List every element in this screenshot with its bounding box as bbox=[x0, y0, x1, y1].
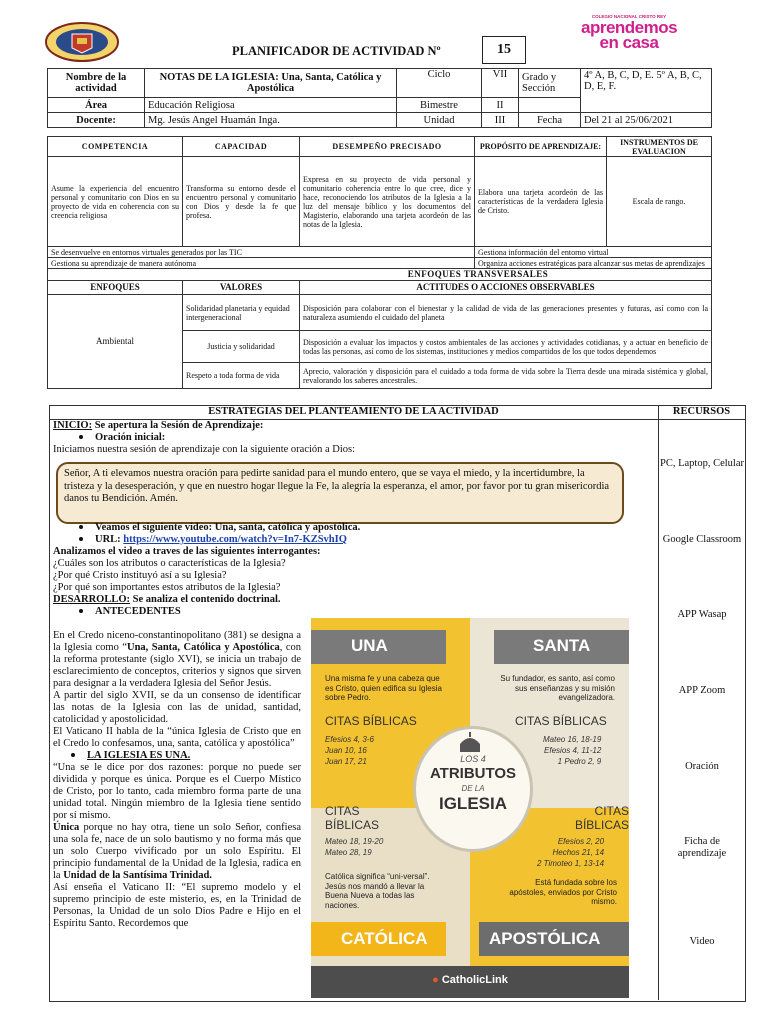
resource-pc: PC, Laptop, Celular bbox=[660, 458, 744, 469]
inicio-text: Se apertura la Sesión de Aprendizaje: bbox=[92, 420, 264, 431]
apostolica-refs: Efesios 2, 20 Hechos 21, 14 2 Timoteo 1, 13-14 bbox=[537, 837, 605, 868]
actitud-3: Aprecio, valoración y disposición para el cuidado a toda forma de vida sobre la Tierra desde una mirada sistémica y global, revalorando los saberes ancestrales. bbox=[300, 363, 712, 389]
una-refs: Efesios 4, 3-6 Juan 10, 16 Juan 17, 21 bbox=[325, 735, 374, 766]
paragraph-5: Única porque no hay otra, tiene un solo Señor, confiesa una sola fe, nace de un solo bautismo y no forma más que un solo Cuerpo vivificado por un solo Espíritu. El principio fundamental de la Unidad de la Iglesia, radica en la Unidad de la Santísima Trinidad. bbox=[53, 822, 301, 881]
paragraph-6: Así enseña el Vaticano II: “El supremo modelo y el supremo principio de este misterio, es, en la Trinidad de Personas, la Unidad de un solo Dios Padre e Hijo en el Espíritu Santo. Recordemos que bbox=[53, 882, 301, 929]
desarrollo-line: DESARROLLO: Se analiza el contenido doctrinal. bbox=[53, 594, 281, 605]
proposito-text: Elabora una tarjeta acordeón de las características de la verdadera Iglesia de Cristo. bbox=[475, 157, 607, 247]
inicio-line bbox=[53, 420, 658, 432]
aprendemos-en-casa-logo: COLEGIO NACIONAL CRISTO REY aprendemos en casa bbox=[581, 14, 678, 52]
una-label: UNA bbox=[351, 636, 388, 655]
prayer-text: Señor, A ti elevamos nuestra oración para pedirte sanidad para el mundo entero, que se vaya el miedo, y la incertidumbre, la tristeza y la desesperación, y que en nuestro hogar llegue la Fe, la alegría la esperanza, el amor, por favor por tu gran misericordia danos tu Bendición. Amén. bbox=[64, 468, 610, 504]
nombre-label: Nombre de la actividad bbox=[65, 72, 127, 94]
resource-zoom: APP Zoom bbox=[678, 685, 726, 696]
atributos-text: ATRIBUTOS bbox=[429, 765, 517, 782]
col-capacidad: CAPACIDAD bbox=[183, 137, 300, 157]
dome-icon bbox=[457, 732, 483, 754]
page-title: PLANIFICADOR DE ACTIVIDAD Nº bbox=[232, 44, 441, 58]
santa-citas: CITAS BÍBLICAS bbox=[515, 714, 607, 728]
resources-title: RECURSOS bbox=[672, 406, 731, 417]
apostolica-label: APOSTÓLICA bbox=[489, 929, 601, 948]
instrumento-text: Escala de rango. bbox=[607, 157, 712, 247]
competence-table bbox=[47, 136, 712, 389]
oracion-intro: Iniciamos nuestra sesión de aprendizaje con la siguiente oración a Dios: bbox=[53, 444, 356, 455]
apostolica-desc: Está fundada sobre los apóstoles, enviados por Cristo mismo. bbox=[509, 878, 617, 906]
los4-text: LOS 4 bbox=[460, 754, 486, 764]
col-enfoques: ENFOQUES bbox=[48, 281, 183, 295]
oracion-heading: Oración inicial: bbox=[53, 432, 658, 444]
actitud-1: Disposición para colaborar con el bienestar y la calidad de vida de las generaciones presentes y futuras, así como con la naturaleza asumiendo el cuidado del planeta bbox=[300, 295, 712, 331]
antecedentes-body bbox=[53, 630, 301, 930]
col-valores: VALORES bbox=[183, 281, 300, 295]
desempeno-text: Expresa en su proyecto de vida personal y comunitario coherencia entre lo que cree, dice y hace, reconociendo los atributos de la Iglesia a la luz del mensaje bíblico y los documentos del Magisterio, elaborando una tarjeta acordeón de las notas de la Iglesia. bbox=[300, 157, 475, 247]
school-crest-logo bbox=[44, 22, 120, 62]
resource-oracion: Oración bbox=[685, 761, 719, 772]
nombre-value: NOTAS DE LA IGLESIA: Una, Santa, Católica y Apostólica bbox=[159, 72, 382, 94]
catolica-citas: CITAS BÍBLICAS bbox=[325, 804, 380, 832]
col-competencia: COMPETENCIA bbox=[48, 137, 183, 157]
enfoque-ambiental: Ambiental bbox=[48, 295, 183, 389]
tic-capacity: Gestiona información del entorno virtual bbox=[475, 247, 712, 258]
fecha-value: Del 21 al 25/06/2021 bbox=[584, 114, 673, 126]
docente-value: Mg. Jesús Angel Huamán Inga. bbox=[148, 114, 280, 126]
grado-label: Grado y Sección bbox=[522, 72, 557, 94]
catolica-label: CATÓLICA bbox=[341, 929, 428, 948]
resources-divider bbox=[658, 405, 659, 1000]
bimestre-label: Bimestre bbox=[420, 99, 458, 111]
resource-ficha: Ficha de aprendizaje bbox=[677, 836, 727, 859]
resource-video: Video bbox=[689, 936, 715, 947]
valor-2: Justicia y solidaridad bbox=[183, 331, 300, 363]
col-proposito: PROPÓSITO DE APRENDIZAJE: bbox=[475, 137, 607, 157]
prayer-box bbox=[56, 462, 624, 524]
paragraph-3: El Vaticano II habla de la “única Iglesia de Cristo que en el Credo lo confesamos, una, santa, católica y apostólica” bbox=[53, 726, 301, 749]
area-value: Educación Religiosa bbox=[148, 99, 235, 111]
four-attributes-poster bbox=[311, 618, 629, 998]
paragraph-2: A partir del siglo XVII, se da un consenso de identificar las notas de la Iglesia con las de unidad, santidad, catolicidad y apostolicidad. bbox=[53, 690, 301, 725]
grado-values: 4º A, B, C, D, E. 5º A, B, C, D, E, F. bbox=[584, 70, 702, 92]
valor-1: Solidaridad planetaria y equidad intergeneracional bbox=[183, 295, 300, 331]
question-3: ¿Por qué son importantes estos atributos de la Iglesia? bbox=[53, 582, 281, 593]
paragraph-4: “Una se le dice por dos razones: porque no puede ser dividida y porque es única. Porque es el Cuerpo Místico de Cristo, por lo tanto, cada miembro forma parte de una unidad total. Ningún miembro de la Iglesia tiene sentido por sí mismo. bbox=[53, 762, 301, 821]
activity-number-box: 15 bbox=[482, 36, 526, 64]
catolica-desc: Católica significa “uni-versal”. Jesús nos mandó a llevar la Buena Nueva a todas las naciones. bbox=[325, 872, 430, 910]
video-heading: Veamos el siguiente video: Una, santa, católica y apostólica. bbox=[53, 522, 658, 534]
inicio-label: INICIO: bbox=[53, 420, 93, 431]
area-label: Área bbox=[85, 99, 107, 111]
capacidad-text: Transforma su entorno desde el encuentro personal y comunitario con Dios y desde la fe que profesa. bbox=[183, 157, 300, 247]
una-desc: Una misma fe y una cabeza que es Cristo, quien edifica su Iglesia sobre Pedro. bbox=[325, 674, 442, 702]
antecedentes-heading: ANTECEDENTES bbox=[53, 606, 658, 618]
unidad-label: Unidad bbox=[423, 114, 455, 126]
actitud-2: Disposición a evaluar los impactos y costos ambientales de las acciones y actividades cotidianas, y a actuar en beneficio de todas las personas, así como de los sistemas, instituciones y medios compartidos de los que todos dependemos bbox=[300, 331, 712, 363]
col-desempeno: DESEMPEÑO PRECISADO bbox=[300, 137, 475, 157]
valor-3: Respeto a toda forma de vida bbox=[183, 363, 300, 389]
competencia-text: Asume la experiencia del encuentro personal y comunitario con Dios en su proyecto de vida en coherencia con su creencia religiosa bbox=[48, 157, 183, 247]
resource-classroom: Google Classroom bbox=[662, 534, 742, 545]
transversal-title: ENFOQUES TRANSVERSALES bbox=[48, 269, 712, 281]
iglesia-text: IGLESIA bbox=[438, 794, 507, 813]
apostolica-citas: CITAS BÍBLICAS bbox=[574, 804, 629, 832]
resource-wasap: APP Wasap bbox=[677, 609, 727, 620]
autonomy-capacity: Organiza acciones estratégicas para alcanzar sus metas de aprendizajes bbox=[475, 258, 712, 269]
una-citas: CITAS BÍBLICAS bbox=[325, 714, 417, 728]
video-link[interactable]: https://www.youtube.com/watch?v=In7-KZSvhIQ bbox=[123, 534, 347, 545]
tic-competence: Se desenvuelve en entornos virtuales generados por las TIC bbox=[48, 247, 475, 258]
question-2: ¿Por qué Cristo instituyó así a su Iglesia? bbox=[53, 570, 227, 581]
col-instrumentos: INSTRUMENTOS DE EVALUACION bbox=[607, 137, 712, 157]
santa-label: SANTA bbox=[533, 636, 591, 655]
bimestre-value: II bbox=[496, 99, 504, 111]
autonomy-competence: Gestiona su aprendizaje de manera autónoma bbox=[48, 258, 475, 269]
catolica-refs: Mateo 18, 19-20 Mateo 28, 19 bbox=[325, 837, 384, 857]
ciclo-label: Ciclo bbox=[427, 69, 451, 80]
paragraph-1: En el Credo niceno-constantinopolitano (381) se designa a la Iglesia como “Una, Santa, Católica y Apostólica, con la reforma protestante (siglo XVI), se inicia un trabajo de esclarecimiento de conceptos, criterios y signos que sirven para designar a la verdadera Iglesia del Señor Jesús. bbox=[53, 630, 301, 689]
santa-desc: Su fundador, es santo, así como sus enseñanzas y su misión evangelizadora. bbox=[500, 674, 615, 702]
url-line: URL: https://www.youtube.com/watch?v=In7-KZSvhIQ bbox=[53, 534, 658, 546]
ciclo-value: VII bbox=[492, 69, 508, 80]
analizamos-text: Analizamos el video a traves de las siguientes interrogantes: bbox=[53, 546, 321, 557]
unidad-value: III bbox=[494, 114, 506, 126]
strategies-title: ESTRATEGIAS DEL PLANTEAMIENTO DE LA ACTIVIDAD bbox=[208, 406, 499, 417]
activity-info-table bbox=[47, 68, 712, 128]
col-actitudes: ACTITUDES O ACCIONES OBSERVABLES bbox=[300, 281, 712, 295]
dela-text: DE LA bbox=[461, 784, 485, 793]
question-1: ¿Cuáles son los atributos o características de la Iglesia? bbox=[53, 558, 286, 569]
docente-label: Docente: bbox=[76, 114, 116, 126]
santa-refs: Mateo 16, 18-19 Efesios 4, 11-12 1 Pedro 2, 9 bbox=[543, 735, 602, 766]
catholiclink-logo: ● CatholicLink bbox=[432, 974, 508, 986]
una-heading: LA IGLESIA ES UNA. bbox=[53, 750, 301, 762]
fecha-label: Fecha bbox=[536, 114, 563, 126]
